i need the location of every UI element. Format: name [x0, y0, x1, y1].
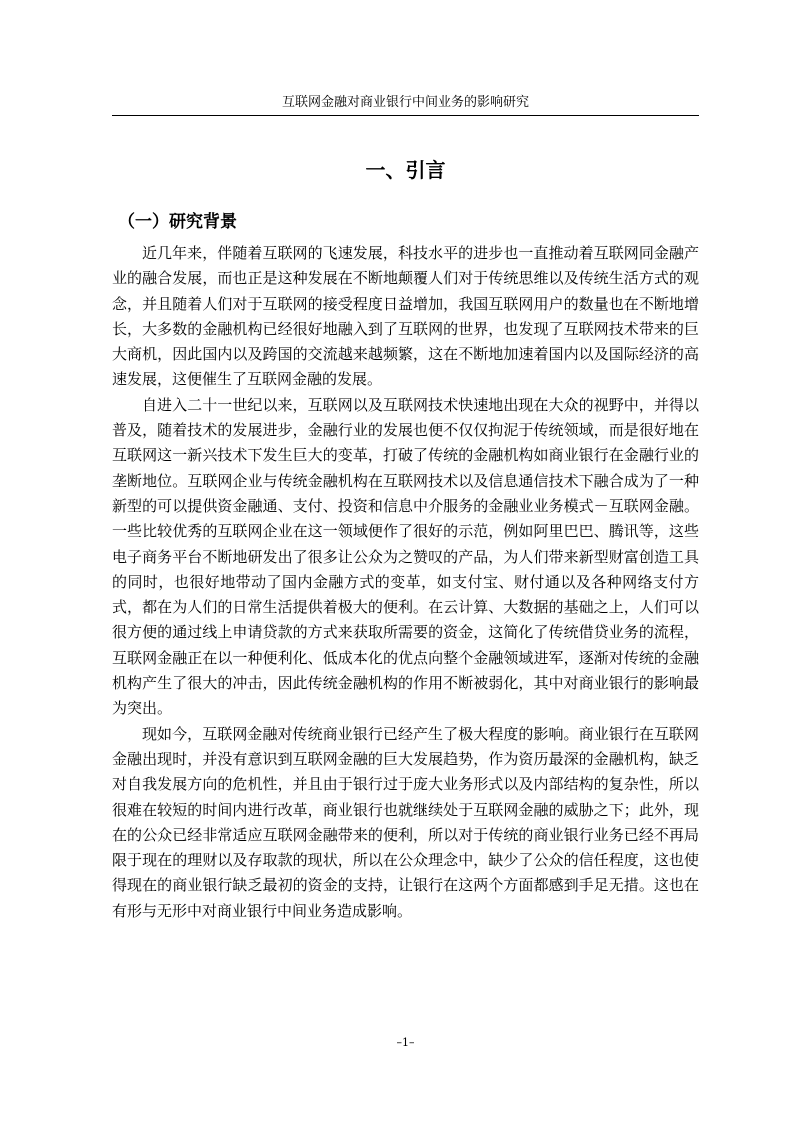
body-text [112, 241, 699, 924]
running-header: 互联网金融对商业银行中间业务的影响研究 [281, 95, 529, 110]
header-rule [112, 115, 699, 116]
paragraph-3: 现如今，互联网金融对传统商业银行已经产生了极大程度的影响。商业银行在互联网金融出现时，并没有意识到互联网金融的巨大发展趋势，作为资历最深的金融机构，缺乏对自我发展方向的危机性，并且由于银行过于庞大业务形式以及内部结构的复杂性，所以很难在较短的时间内进行改革，商业银行也就继续处于互联网金融的威胁之下；此外，现在的公众已经非常适应互联网金融带来的便利，所以对于传统的商业银行业务已经不再局限于现在的理财以及存取款的现状，所以在公众理念中，缺少了公众的信任程度，这也使得现在的商业银行缺乏最初的资金的支持，让银行在这两个方面都感到手足无措。这也在有形与无形中对商业银行中间业务造成影响。 [112, 724, 699, 920]
paragraph-1: 近几年来，伴随着互联网的飞速发展，科技水平的进步也一直推动着互联网同金融产业的融合发展，而也正是这种发展在不断地颠覆人们对于传统思维以及传统生活方式的观念，并且随着人们对于互联网的接受程度日益增加，我国互联网用户的数量也在不断地增长，大多数的金融机构已经很好地融入到了互联网的世界，也发现了互联网技术带来的巨大商机，因此国内以及跨国的交流越来越频繁，这在不断地加速着国内以及国际经济的高速发展，这便催生了互联网金融的发展。 [112, 244, 699, 389]
paragraph-2: 自进入二十一世纪以来，互联网以及互联网技术快速地出现在大众的视野中，并得以普及，随着技术的发展进步，金融行业的发展也便不仅仅拘泥于传统领域，而是很好地在互联网这一新兴技术下发生巨大的变革，打破了传统的金融机构如商业银行在金融行业的垄断地位。互联网企业与传统金融机构在互联网技术以及信息通信技术下融合成为了一种新型的可以提供资金融通、支付、投资和信息中介服务的金融业业务模式－互联网金融。一些比较优秀的互联网企业在这一领域便作了很好的示范，例如阿里巴巴、腾讯等，这些电子商务平台不断地研发出了很多让公众为之赞叹的产品，为人们带来新型财富创造工具的同时，也很好地带动了国内金融方式的变革，如支付宝、财付通以及各种网络支付方式，都在为人们的日常生活提供着极大的便利。在云计算、大数据的基础之上，人们可以很方便的通过线上申请贷款的方式来获取所需要的资金，这简化了传统借贷业务的流程，互联网金融正在以一种便利化、低成本化的优点向整个金融领域进军，逐渐对传统的金融机构产生了很大的冲击，因此传统金融机构的作用不断被弱化，其中对商业银行的影响最为突出。 [112, 395, 699, 718]
page-number: –1– [396, 1036, 415, 1049]
section-title: （一）研究背景 [118, 212, 237, 232]
chapter-title: 一、引言 [365, 158, 446, 182]
